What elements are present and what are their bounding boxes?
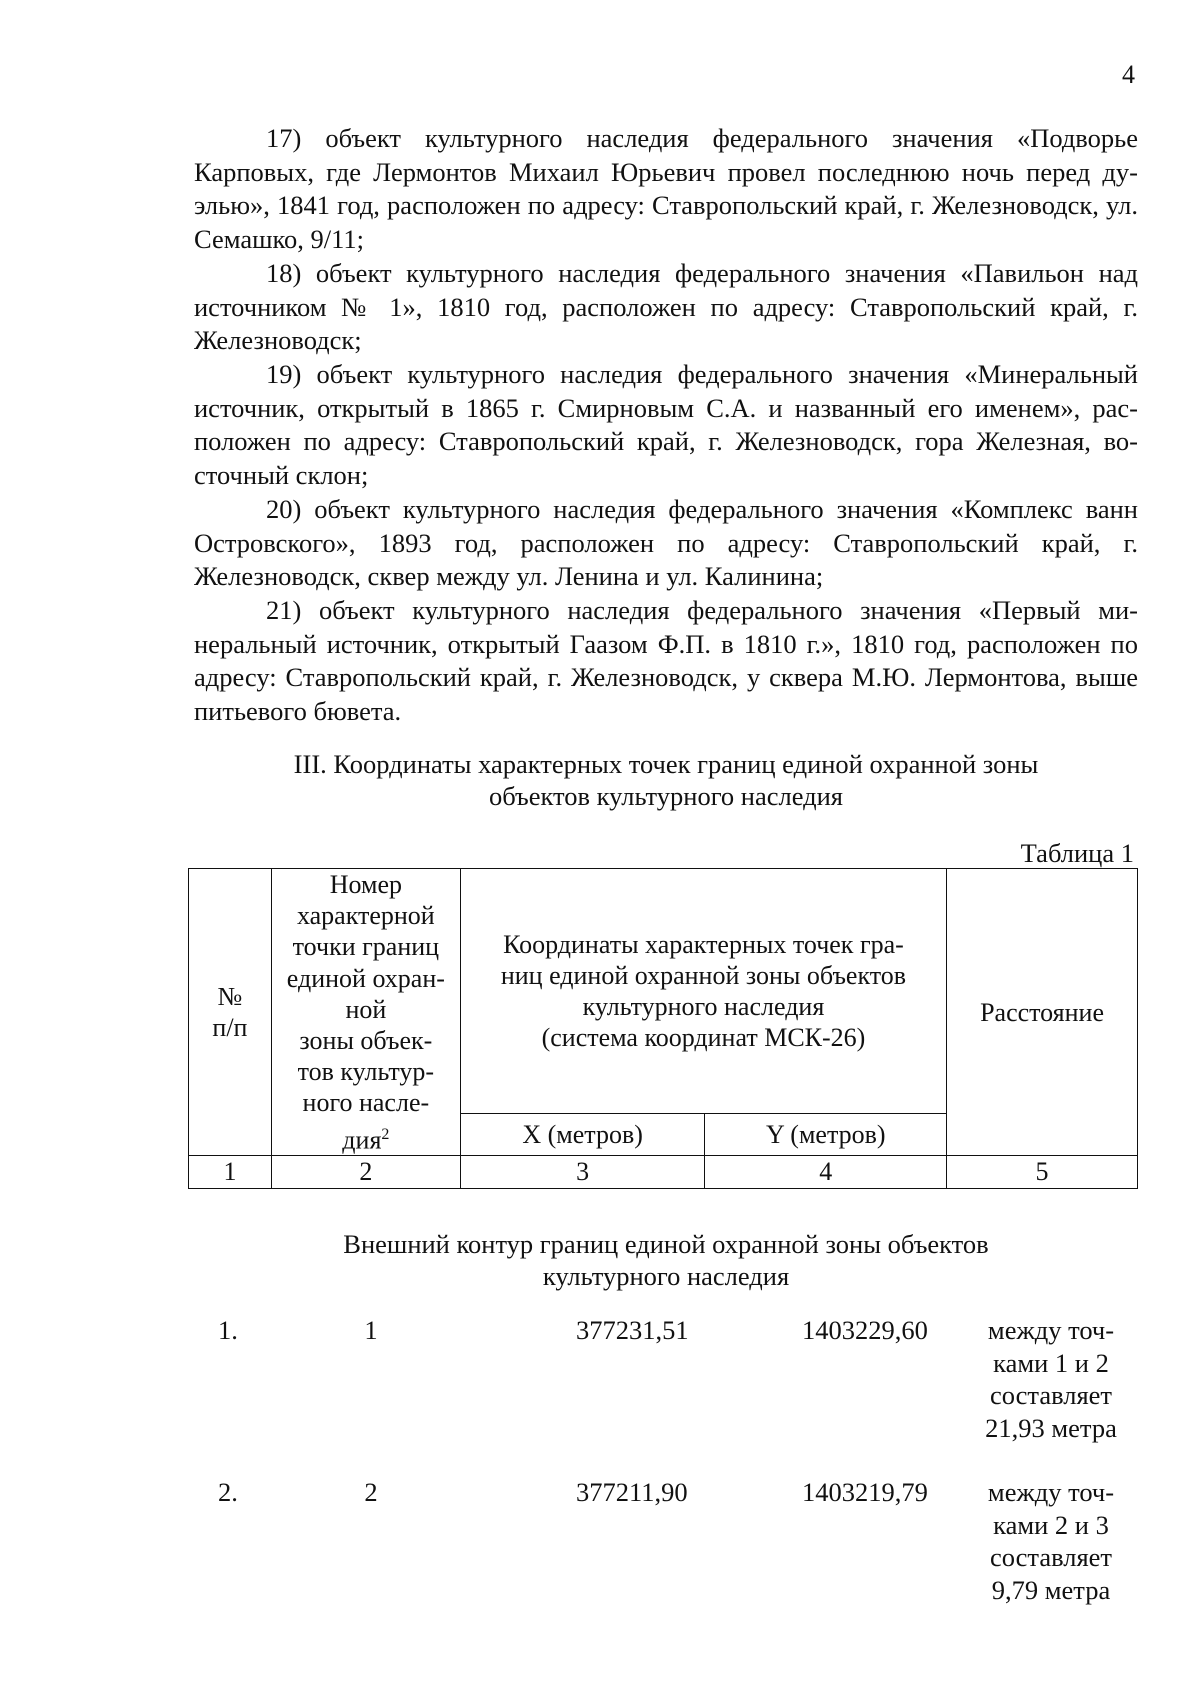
header-point-number: Номер характерной точки границ единой охран- ной зоны объек- тов культур- ного насле- дия$^2$ (271, 869, 460, 1156)
row-point: 1 (364, 1315, 378, 1345)
column-number-4: 4 (705, 1156, 947, 1188)
table-caption: Таблица 1 (1020, 838, 1134, 868)
section-heading-line1: III. Координаты характерных точек границ единой охранной зоны (293, 749, 1039, 779)
row-index: 1. (218, 1315, 238, 1345)
page-number: 4 (1122, 60, 1135, 89)
row-x: 377211,90 (576, 1477, 688, 1507)
contour-heading-line2: культурного наследия (542, 1261, 790, 1291)
footnote-mark: 2 (381, 1125, 390, 1143)
row-point: 2 (364, 1477, 378, 1507)
header-number: № п/п (189, 869, 272, 1156)
row-distance: между точ- ками 2 и 3 составляет 9,79 метра (987, 1477, 1115, 1605)
row-index: 2. (218, 1477, 238, 1507)
row-distance: между точ- ками 1 и 2 составляет 21,93 метра (985, 1315, 1117, 1443)
column-number-5: 5 (947, 1156, 1138, 1188)
paragraph-17: 17) объект культурного наследия федерального значения «Подворье Карповых, где Лермонтов Михаил Юрьевич провел последнюю ночь перед дуэлью», 1841 год, расположен по адресу: Ставропольский край, г. Железноводск, ул. Семашко, 9/11; (194, 123, 1138, 254)
column-number-1: 1 (189, 1156, 272, 1188)
row-y: 1403229,60 (802, 1315, 928, 1345)
row-x: 377231,51 (576, 1315, 689, 1345)
coordinates-table-header (188, 868, 1138, 1189)
header-distance: Расстояние (947, 869, 1138, 1156)
row-y: 1403219,79 (802, 1477, 928, 1507)
column-number-3: 3 (460, 1156, 705, 1188)
section-heading (194, 748, 1138, 812)
column-number-2: 2 (271, 1156, 460, 1188)
paragraph-19: 19) объект культурного наследия федерального значения «Минеральный источник, открытый в 1865 г. Смирновым С.А. и названный его именем», расположен по адресу: Ставропольский край, г. Железноводск, гора Железная, восточный склон; (194, 359, 1138, 490)
contour-heading (194, 1228, 1138, 1292)
header-y: Y (метров) (705, 1114, 947, 1156)
section-heading-line2: объектов культурного наследия (488, 781, 843, 811)
contour-heading-line1: Внешний контур границ единой охранной зоны объектов (343, 1229, 989, 1259)
paragraph-21: 21) объект культурного наследия федерального значения «Первый минеральный источник, открытый Гаазом Ф.П. в 1810 г.», 1810 год, расположен по адресу: Ставропольский край, г. Железноводск, у сквера М.Ю. Лермонтова, выше питьевого бювета. (194, 595, 1138, 726)
paragraph-20: 20) объект культурного наследия федерального значения «Комплекс ванн Островского», 1893 год, расположен по адресу: Ставропольский край, г. Железноводск, сквер между ул. Ленина и ул. Калинина; (194, 494, 1138, 592)
header-coordinates: Координаты характерных точек гра- ниц единой охранной зоны объектов культурного наследия (система координат МСК-26) (460, 869, 946, 1114)
header-x: X (метров) (460, 1114, 705, 1156)
paragraph-18: 18) объект культурного наследия федерального значения «Павильон над источником № 1», 1810 год, расположен по адресу: Ставропольский край, г. Железноводск; (194, 258, 1138, 356)
